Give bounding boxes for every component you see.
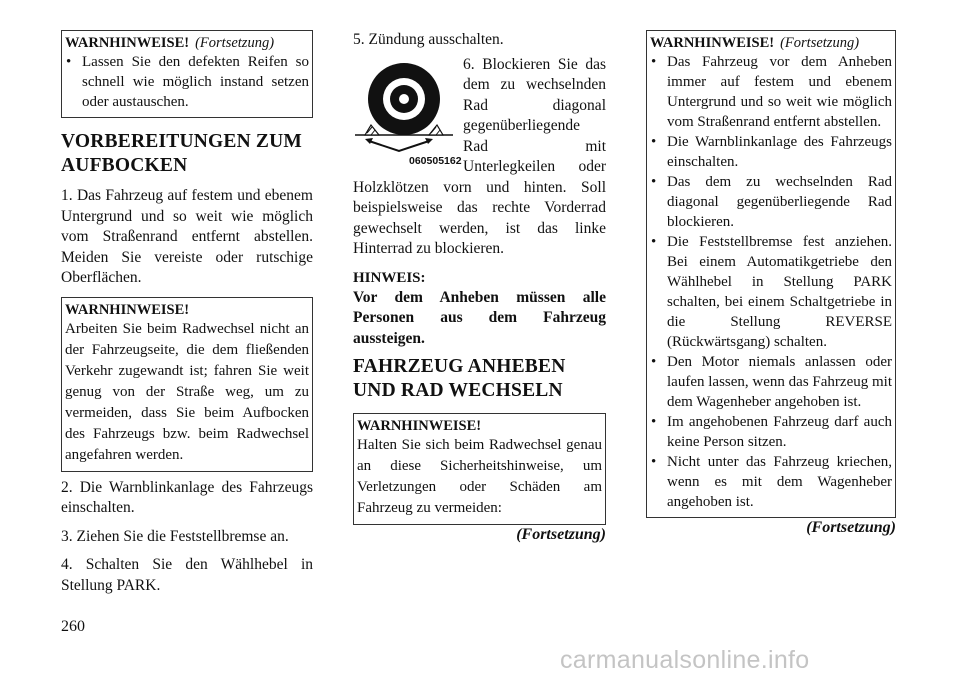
note-text: Vor dem Anheben müssen alle Personen aus dem Fahrzeug aussteigen.: [353, 288, 606, 347]
step-5: 5. Zündung ausschalten.: [353, 31, 504, 48]
warning-title: WARNHINWEISE!: [357, 418, 482, 434]
step-6: 6. Blockieren Sie das dem zu wechselnden Rad diagonal gegenüberliegende Rad mit Unterlegkeilen oder Holzklötzen vorn und hinten. Soll beispielsweise das rechte Vorderrad gewechselt werden, ist das linke Hinterrad zu blockieren.: [353, 55, 606, 257]
warning-box-continued: [646, 30, 896, 518]
step-1: 1. Das Fahrzeug auf festem und ebenem Untergrund und so weit wie möglich vom Straßenrand entfernt abstellen. Meiden Sie vereiste oder rutschige Oberflächen.: [61, 187, 313, 286]
column-right: [646, 30, 896, 538]
warning-continued-label: (Fortsetzung): [195, 35, 275, 51]
warning-text: Halten Sie sich beim Radwechsel genau an diese Sicherheitshinweise, um Verletzungen oder Schäden am Fahrzeug zu vermeiden:: [357, 437, 602, 516]
step-2: 2. Die Warnblinkanlage des Fahrzeugs einschalten.: [61, 478, 313, 516]
section-heading-lifting: FAHRZEUG ANHEBEN UND RAD WECHSELN: [353, 356, 566, 401]
warning-box: [353, 413, 606, 525]
continued-label: (Fortsetzung): [516, 526, 606, 543]
warning-item: • Nicht unter das Fahrzeug kriechen, wenn es mit dem Wagenheber angehoben ist.: [650, 452, 892, 512]
warning-box-continued: [61, 30, 313, 118]
warning-item: • Den Motor niemals anlassen oder laufen lassen, wenn das Fahrzeug mit dem Wagenheber angehoben ist.: [650, 352, 892, 412]
warning-list: [650, 52, 892, 512]
warning-item: • Die Warnblinkanlage des Fahrzeugs einschalten.: [650, 132, 892, 172]
warning-continued-label: (Fortsetzung): [780, 35, 860, 51]
wheel-chock-icon: [351, 55, 457, 155]
page-number: 260: [61, 618, 85, 635]
continued-label: (Fortsetzung): [806, 519, 896, 536]
watermark: carmanualsonline.info: [560, 646, 810, 674]
warning-item: • Das Fahrzeug vor dem Anheben immer auf festem und ebenem Untergrund und so weit wie möglich vom Straßenrand entfernt abstellen.: [650, 52, 892, 132]
step-4: 4. Schalten Sie den Wählhebel in Stellung PARK.: [61, 556, 313, 594]
note-title: HINWEIS:: [353, 269, 426, 286]
step-3: 3. Ziehen Sie die Feststellbremse an.: [61, 527, 289, 545]
figure-id: 060505162: [409, 154, 462, 167]
warning-list: [65, 52, 309, 112]
warning-text: Arbeiten Sie beim Radwechsel nicht an der Fahrzeugseite, die dem fließenden Verkehr zugewandt ist; fahren Sie weit genug von der Straße weg, um zu vermeiden, dass Sie beim Aufbocken des Fahrzeugs bzw. beim Radwechsel angefahren werden.: [65, 320, 309, 463]
column-middle: [353, 30, 606, 545]
warning-title: WARNHINWEISE! (Fortsetzung): [650, 35, 860, 51]
warning-title: WARNHINWEISE!: [65, 301, 190, 318]
section-heading-preparation: VORBEREITUNGEN ZUM AUFBOCKEN: [61, 131, 303, 176]
warning-title: WARNHINWEISE! (Fortsetzung): [65, 35, 275, 51]
warning-box: [61, 297, 313, 472]
warning-item: • Im angehobenen Fahrzeug darf auch keine Person sitzen.: [650, 412, 892, 452]
warning-item: • Das dem zu wechselnden Rad diagonal gegenüberliegende Rad blockieren.: [650, 172, 892, 232]
wheel-chock-illustration: [351, 55, 462, 171]
column-left: [61, 30, 313, 604]
warning-item: • Lassen Sie den defekten Reifen so schnell wie möglich instand setzen oder austauschen.: [65, 52, 309, 112]
warning-item: • Die Feststellbremse fest anziehen. Bei einem Automatikgetriebe den Wählhebel in Stellung PARK schalten, bei einem Schaltgetriebe in die Stellung REVERSE (Rückwärtsgang) schalten.: [650, 232, 892, 352]
